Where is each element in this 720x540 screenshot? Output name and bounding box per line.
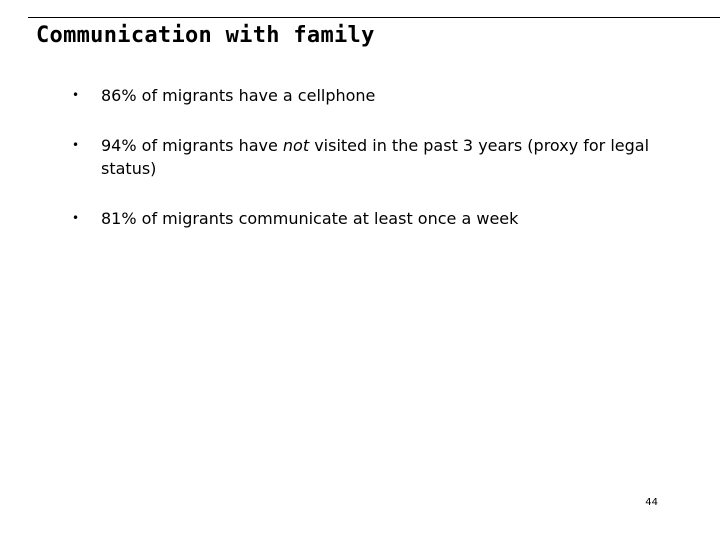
bullet-item-not-visited: [64, 134, 684, 180]
bullet-text: 86% of migrants have a cellphone: [101, 86, 376, 105]
top-rule: [28, 17, 720, 18]
bullet-icon: •: [72, 138, 80, 152]
bullet-emphasis: not: [282, 136, 310, 155]
bullet-icon: •: [72, 211, 80, 225]
slide-title: Communication with family: [36, 23, 375, 48]
bullet-item-weekly: [64, 207, 684, 230]
bullet-list: [64, 84, 684, 230]
page-number: 44: [645, 497, 658, 508]
bullet-text-part: visited in the past 3 years (proxy for legal status): [101, 136, 650, 178]
bullet-item-cellphone: [64, 84, 684, 107]
bullet-text: 81% of migrants communicate at least once a week: [101, 209, 519, 228]
bullet-text-part: 94% of migrants have: [101, 136, 283, 155]
bullet-icon: •: [72, 88, 80, 102]
